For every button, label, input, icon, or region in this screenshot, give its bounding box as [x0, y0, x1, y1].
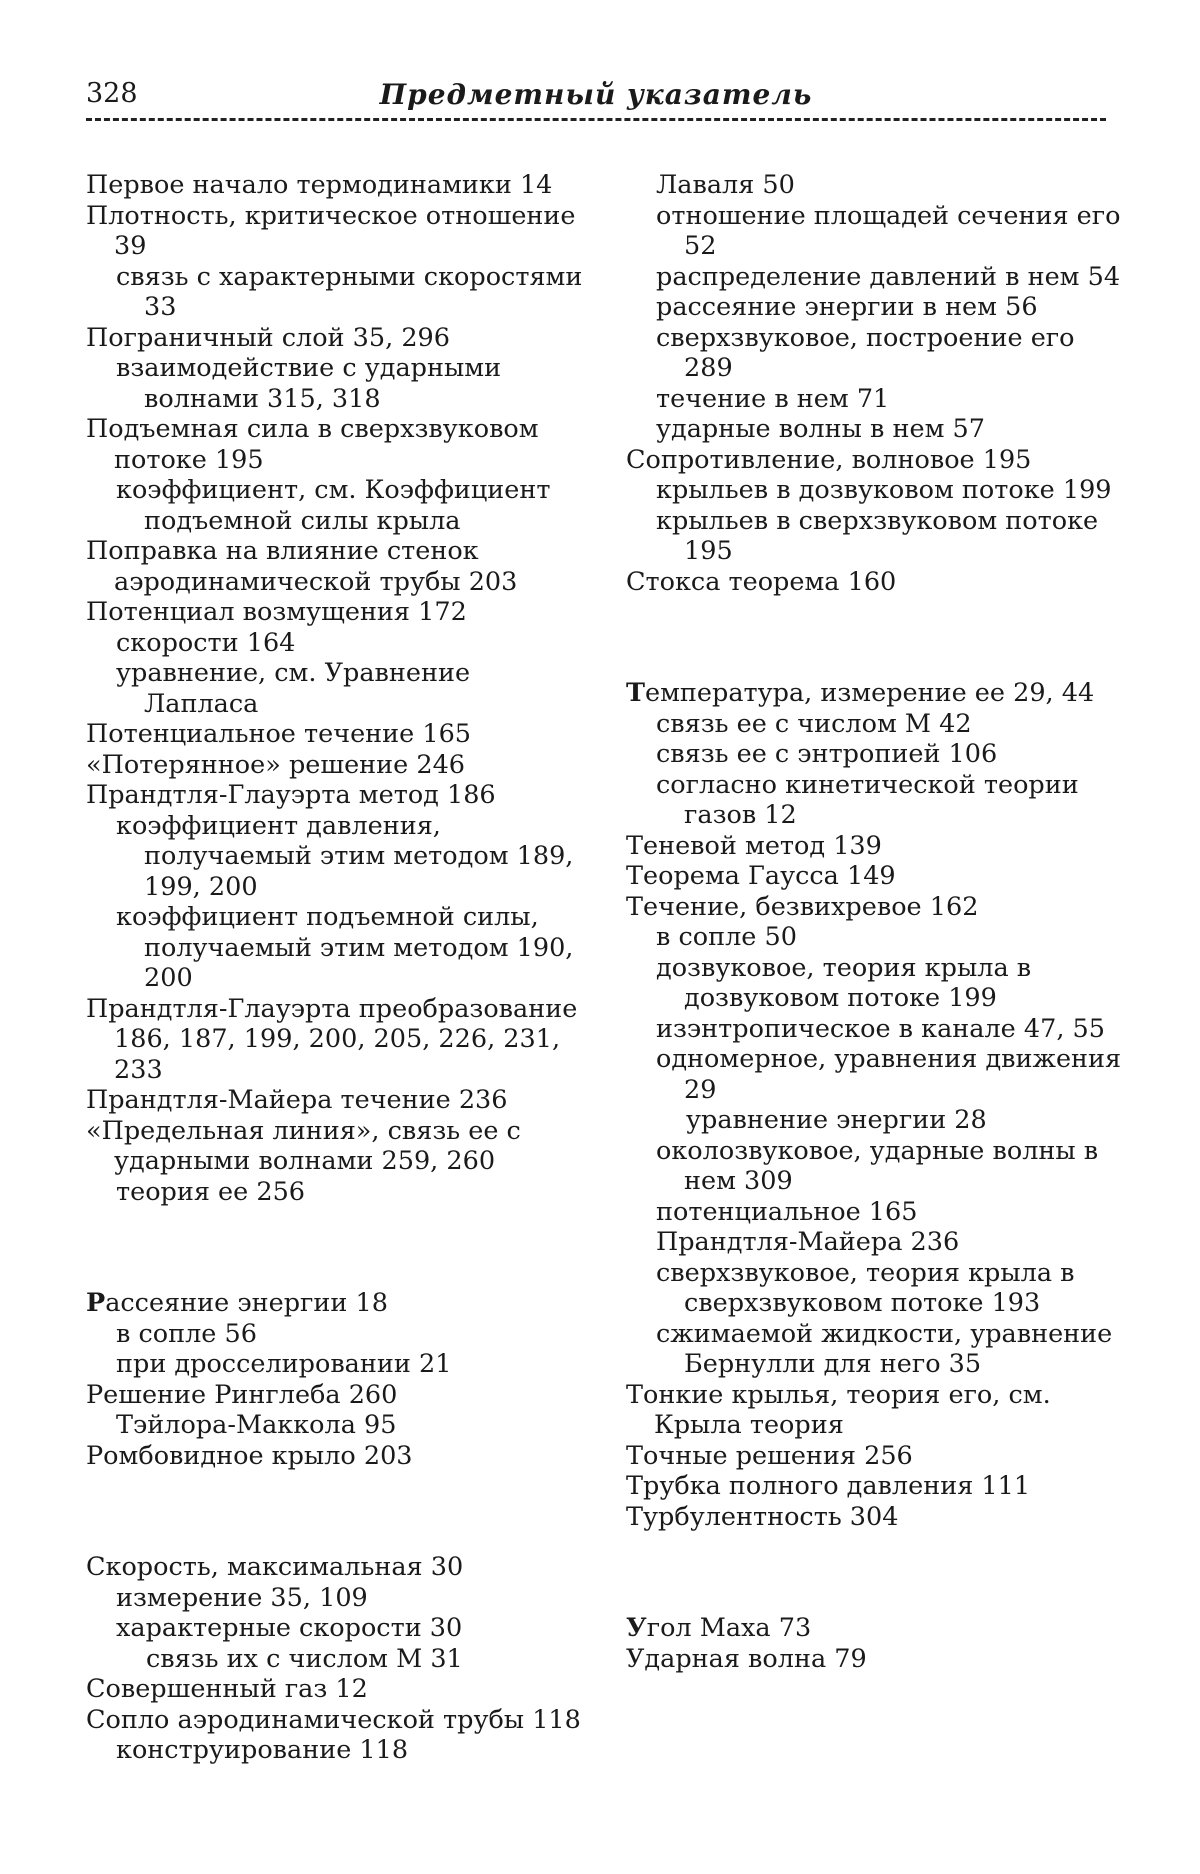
index-subentry: характерные скорости 30 — [116, 1613, 463, 1643]
index-subentry: Тэйлора-Маккола 95 — [116, 1410, 397, 1440]
index-entry: Сопротивление, волновое 195 — [626, 444, 1032, 475]
page-number: 328 — [86, 78, 138, 109]
index-entry: Прандтля-Глауэрта преобразование 186, 187, 199, 200, 205, 226, 231, 233 — [86, 993, 578, 1085]
section-gap — [86, 1233, 588, 1263]
index-subentry: сверхзвуковое, теория крыла в сверхзвуковом потоке 193 — [656, 1257, 1075, 1318]
index-entry: Потенциал возмущения 172 — [86, 597, 467, 627]
index-subentry: коэффициент подъемной силы, получаемый этим методом 190, 200 — [116, 902, 574, 993]
index-subentry: коэффициент, см. Коэффициент подъемной силы крыла — [116, 475, 551, 536]
index-subentry: Лаваля 50 — [656, 170, 795, 200]
index-subentry: в сопле 50 — [656, 922, 797, 952]
index-subentry: сжимаемой жидкости, уравнение Бернулли для него 35 — [656, 1318, 1113, 1379]
index-entry: Ромбовидное крыло 203 — [86, 1440, 413, 1471]
index-subentry: уравнение энергии 28 — [686, 1105, 987, 1135]
index-entry: Трубка полного давления 111 — [626, 1471, 1031, 1501]
index-subentry: околозвуковое, ударные волны в нем 309 — [656, 1135, 1099, 1196]
index-entry: «Предельная линия», связь ее с ударными волнами 259, 260 — [86, 1115, 521, 1176]
index-entry: Сопло аэродинамической трубы 118 — [86, 1704, 581, 1735]
index-entry: Температура, измерение ее 29, 44 — [626, 678, 1095, 708]
index-subentry: теория ее 256 — [116, 1176, 306, 1207]
index-subentry: потенциальное 165 — [656, 1196, 918, 1227]
index-subentry: рассеяние энергии в нем 56 — [656, 292, 1038, 322]
index-entry: Турбулентность 304 — [626, 1501, 899, 1532]
index-subentry: отношение площадей сечения его 52 — [656, 200, 1121, 261]
running-title: Предметный указатель — [379, 78, 813, 111]
index-entry: Теорема Гаусса 149 — [626, 861, 896, 891]
index-column-right — [626, 170, 1126, 1674]
index-entry: Течение, безвихревое 162 — [626, 891, 979, 922]
index-subentry: в сопле 56 — [116, 1318, 257, 1349]
index-subentry: крыльев в дозвуковом потоке 199 — [656, 475, 1112, 505]
index-entry: Подъемная сила в сверхзвуковом потоке 195 — [86, 414, 539, 475]
index-subentry: взаимодействие с ударными волнами 315, 318 — [116, 353, 502, 414]
index-entry: Прандтля-Глауэрта метод 186 — [86, 780, 496, 810]
index-entry: Точные решения 256 — [626, 1440, 913, 1471]
index-entry: Совершенный газ 12 — [86, 1674, 368, 1704]
index-column-left — [86, 170, 588, 1766]
index-subentry: связь их с числом М 31 — [146, 1643, 463, 1674]
index-subentry: согласно кинетической теории газов 12 — [656, 769, 1079, 830]
section-gap — [626, 623, 1126, 653]
index-subentry: дозвуковое, теория крыла в дозвуковом потоке 199 — [656, 952, 1032, 1013]
index-subentry: конструирование 118 — [116, 1735, 409, 1765]
index-subentry: связь ее с числом М 42 — [656, 708, 972, 739]
index-subentry: Прандтля-Майера 236 — [656, 1227, 960, 1257]
index-subentry: скорости 164 — [116, 627, 296, 658]
index-subentry: одномерное, уравнения движения 29 — [656, 1044, 1122, 1105]
index-subentry: связь с характерными скоростями 33 — [116, 261, 583, 322]
index-subentry: коэффициент давления, получаемый этим методом 189, 199, 200 — [116, 810, 574, 902]
index-subentry: измерение 35, 109 — [116, 1582, 368, 1613]
index-subentry: изэнтропическое в канале 47, 55 — [656, 1013, 1105, 1044]
index-entry: Теневой метод 139 — [626, 830, 882, 861]
index-subentry: распределение давлений в нем 54 — [656, 261, 1121, 292]
index-entry: Плотность, критическое отношение 39 — [86, 200, 576, 261]
index-entry: Потенциальное течение 165 — [86, 719, 472, 749]
page-header — [86, 78, 1106, 118]
index-entry: Пограничный слой 35, 296 — [86, 322, 450, 353]
section-gap — [86, 1497, 588, 1527]
index-entry: Решение Ринглеба 260 — [86, 1379, 398, 1410]
index-entry: Поправка на влияние стенок аэродинамической трубы 203 — [86, 536, 518, 597]
index-entry: Тонкие крылья, теория его, см. Крыла теория — [626, 1379, 1051, 1440]
index-entry: Рассеяние энергии 18 — [86, 1288, 388, 1318]
index-entry: «Потерянное» решение 246 — [86, 749, 466, 780]
index-entry: Скорость, максимальная 30 — [86, 1552, 464, 1582]
index-subentry: течение в нем 71 — [656, 383, 890, 414]
section-gap — [626, 1558, 1126, 1588]
index-entry: Угол Маха 73 — [626, 1613, 812, 1643]
index-subentry: ударные волны в нем 57 — [656, 414, 985, 444]
header-rule — [86, 118, 1106, 121]
index-subentry: уравнение, см. Уравнение Лапласа — [116, 658, 471, 719]
index-subentry: при дросселировании 21 — [116, 1349, 452, 1379]
index-subentry: крыльев в сверхзвуковом потоке 195 — [656, 505, 1099, 566]
index-entry: Первое начало термодинамики 14 — [86, 170, 553, 200]
index-entry: Ударная волна 79 — [626, 1643, 867, 1674]
index-subentry: связь ее с энтропией 106 — [656, 739, 998, 769]
index-entry: Прандтля-Майера течение 236 — [86, 1085, 508, 1115]
index-subentry: сверхзвуковое, построение его 289 — [656, 322, 1075, 383]
index-entry: Стокса теорема 160 — [626, 566, 897, 597]
